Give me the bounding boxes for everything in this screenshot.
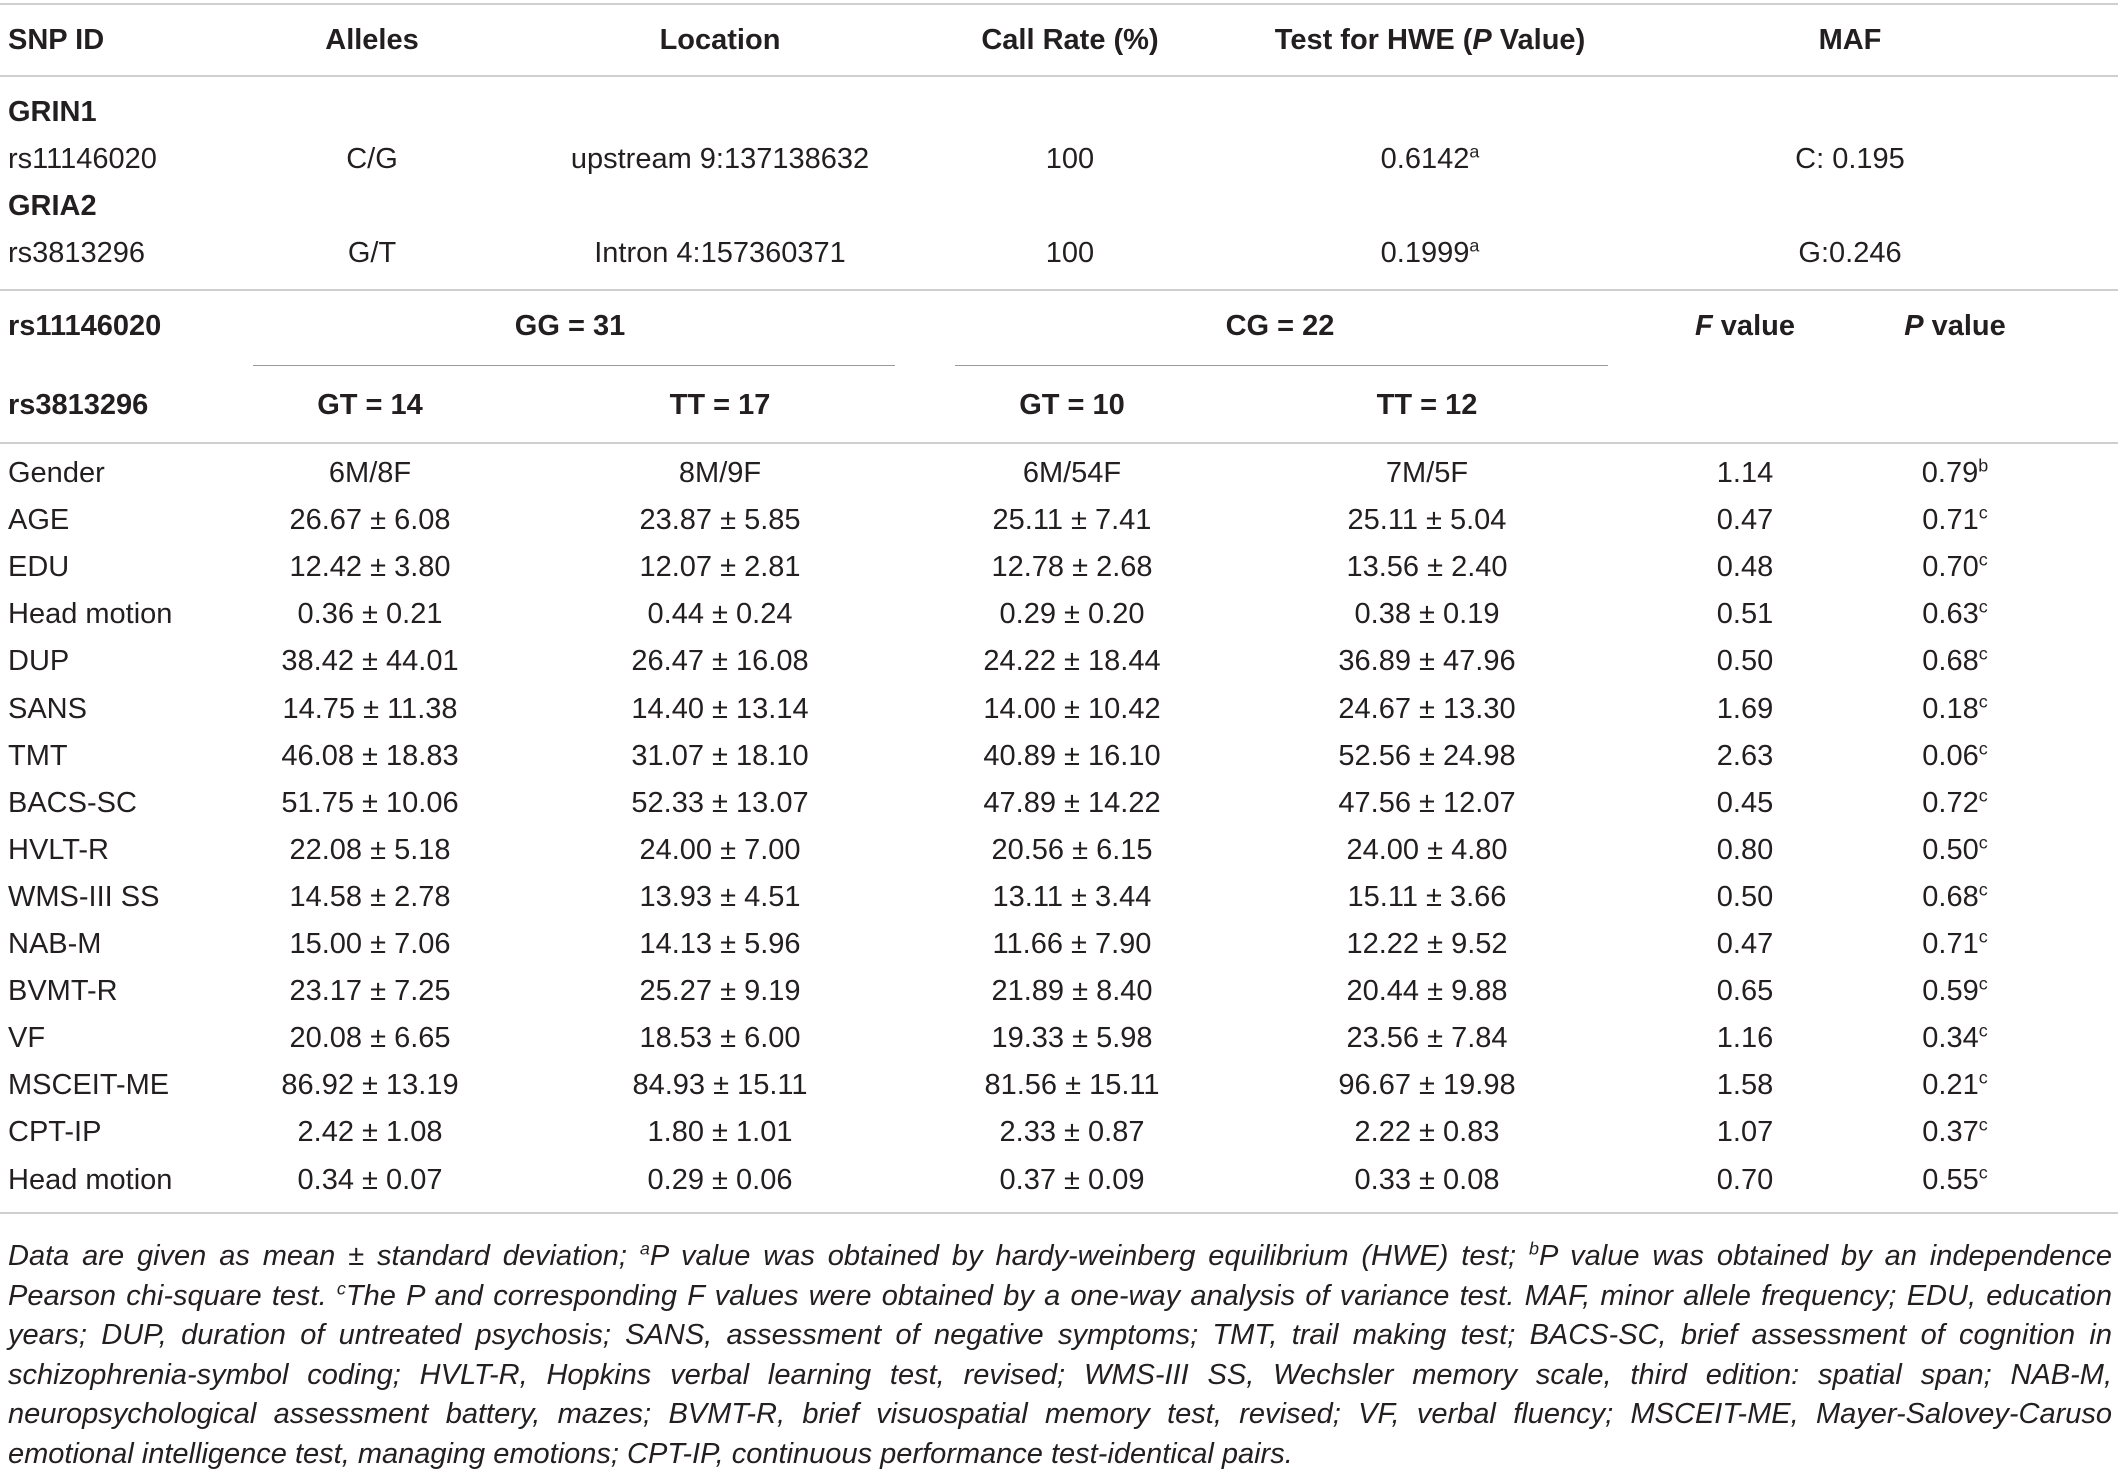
p-value-cell: 0.21$^c$	[1922, 1067, 1988, 1102]
p-value-cell: 0.34$^c$	[1922, 1020, 1988, 1055]
gt10-cell: 40.89 ± 16.10	[983, 739, 1161, 772]
tt12-cell: 23.56 ± 7.84	[1346, 1022, 1508, 1055]
top-rule	[0, 3, 2118, 5]
row-label: DUP	[8, 645, 70, 678]
mid-rule	[0, 289, 2118, 291]
header-gt-10: GT = 10	[1019, 389, 1125, 421]
tt12-cell: 36.89 ± 47.96	[1338, 645, 1516, 678]
table-row	[0, 827, 2118, 874]
header-location: Location	[659, 24, 781, 56]
row-label: EDU	[8, 551, 70, 584]
gt14-cell: 26.67 ± 6.08	[289, 504, 451, 537]
gene-row-gria2	[0, 183, 2118, 230]
gt10-cell: 21.89 ± 8.40	[991, 975, 1153, 1008]
table-footnote: Data are given as mean ± standard deviation; $^a$P value was obtained by hardy-weinberg equilibrium (HWE) test; $^b$P value was obtained by an independence Pearson chi-square test. $^c$The P and corresponding F values were obtained by a one-way analysis of variance test. MAF, minor allele frequency; EDU, education years; DUP, duration of untreated psychosis; SANS, assessment of negative symptoms; TMT, trail making test; BACS-SC, brief assessment of cognition in schizophrenia-symbol coding; HVLT-R, Hopkins verbal learning test, revised; WMS-III SS, Wechsler memory scale, third edition: spatial span; NAB-M, neuropsychological assessment battery, mazes; BVMT-R, brief visuospatial memory test, revised; VF, verbal fluency; MSCEIT-ME, Mayer-Salovey-Caruso emotional intelligence test, managing emotions; CPT-IP, continuous performance test-identical pairs.	[8, 1238, 2112, 1470]
gt10-cell: 20.56 ± 6.15	[991, 833, 1153, 866]
f-value-cell: 0.70	[1716, 1163, 1774, 1196]
row-label: BVMT-R	[8, 975, 118, 1008]
gt10-cell: 19.33 ± 5.98	[991, 1022, 1153, 1055]
f-value-cell: 0.45	[1716, 786, 1774, 819]
gg-group-rule	[253, 365, 895, 366]
location-cell: upstream 9:137138632	[570, 143, 870, 175]
alleles-cell: G/T	[347, 237, 397, 269]
tt12-cell: 12.22 ± 9.52	[1346, 928, 1508, 960]
tt12-cell: 2.22 ± 0.83	[1354, 1116, 1500, 1149]
row-label: TMT	[8, 739, 68, 772]
f-value-cell: 0.51	[1716, 598, 1774, 631]
gt14-cell: 38.42 ± 44.01	[281, 645, 459, 678]
p-value-cell: 0.50$^c$	[1922, 832, 1988, 866]
gt14-cell: 86.92 ± 13.19	[281, 1069, 459, 1102]
bottom-header-row-2	[0, 382, 2118, 429]
f-value-cell: 1.58	[1716, 1069, 1774, 1102]
p-value-cell: 0.63$^c$	[1922, 596, 1988, 631]
header-f-value: F value	[1695, 310, 1795, 342]
gene-label: GRIA2	[8, 190, 97, 222]
table-row	[0, 591, 2118, 638]
snp-cell: rs11146020	[8, 143, 157, 175]
p-value-cell: 0.55$^c$	[1922, 1161, 1988, 1196]
tt17-cell: 23.87 ± 5.85	[639, 504, 801, 537]
gt14-cell: 20.08 ± 6.65	[289, 1022, 451, 1055]
row-label: WMS-III SS	[8, 880, 160, 913]
table-row	[0, 733, 2118, 780]
table-row	[0, 686, 2118, 733]
p-value-cell: 0.71$^c$	[1922, 502, 1988, 537]
gt10-cell: 0.29 ± 0.20	[999, 598, 1145, 631]
p-value-cell: 0.72$^c$	[1922, 785, 1988, 819]
row-label: CPT-IP	[8, 1116, 102, 1149]
f-value-cell: 1.16	[1716, 1022, 1774, 1055]
p-value-cell: 0.68$^c$	[1922, 879, 1988, 913]
gene-row-grin1	[0, 89, 2118, 136]
gt14-cell: 2.42 ± 1.08	[297, 1116, 443, 1149]
tt12-cell: 13.56 ± 2.40	[1346, 551, 1508, 584]
gt14-cell: 51.75 ± 10.06	[281, 786, 459, 819]
row-label: Gender	[8, 457, 105, 489]
row-label: Head motion	[8, 1163, 173, 1196]
tt12-cell: 24.67 ± 13.30	[1338, 692, 1516, 725]
table-row	[0, 230, 2118, 277]
gt14-cell: 0.36 ± 0.21	[297, 598, 443, 631]
maf-cell: G:0.246	[1798, 237, 1902, 269]
row-label: VF	[8, 1022, 46, 1055]
tt17-cell: 13.93 ± 4.51	[639, 880, 801, 913]
tt17-cell: 26.47 ± 16.08	[631, 645, 809, 678]
f-value-cell: 0.47	[1716, 504, 1774, 537]
tt12-cell: 25.11 ± 5.04	[1347, 504, 1507, 537]
p-value-cell: 0.68$^c$	[1922, 643, 1988, 678]
tt17-cell: 0.29 ± 0.06	[647, 1163, 793, 1196]
alleles-cell: C/G	[346, 143, 398, 175]
table-row	[0, 1157, 2118, 1204]
gt10-cell: 13.11 ± 3.44	[992, 880, 1152, 913]
f-value-cell: 1.69	[1716, 692, 1774, 725]
table-row	[0, 780, 2118, 827]
tt17-cell: 0.44 ± 0.24	[647, 598, 793, 631]
tt17-cell: 24.00 ± 7.00	[639, 833, 801, 866]
table-row	[0, 544, 2118, 591]
gt14-cell: 12.42 ± 3.80	[289, 551, 451, 584]
header-p-value: P value	[1904, 310, 2006, 342]
p-value-cell: 0.37$^c$	[1922, 1114, 1988, 1149]
tt17-cell: 31.07 ± 18.10	[631, 739, 809, 772]
gt14-cell: 0.34 ± 0.07	[297, 1163, 443, 1196]
gt14-cell: 22.08 ± 5.18	[289, 833, 451, 866]
tt17-cell: 14.13 ± 5.96	[639, 928, 801, 960]
header-snp-id: SNP ID	[8, 24, 105, 56]
table-row	[0, 1015, 2118, 1062]
row-label: SANS	[8, 692, 87, 725]
bottom-header-row-1	[0, 303, 2118, 350]
table-row	[0, 638, 2118, 685]
f-value-cell: 0.48	[1716, 551, 1774, 584]
gt10-cell: 0.37 ± 0.09	[999, 1163, 1145, 1196]
tt17-cell: 14.40 ± 13.14	[631, 692, 809, 725]
bottom-header-rule	[0, 442, 2118, 444]
gt10-cell: 47.89 ± 14.22	[983, 786, 1161, 819]
gt10-cell: 11.66 ± 7.90	[992, 928, 1152, 960]
f-value-cell: 0.47	[1716, 928, 1774, 960]
f-value-cell: 1.14	[1716, 457, 1774, 489]
gt14-cell: 46.08 ± 18.83	[281, 739, 459, 772]
tt12-cell: 20.44 ± 9.88	[1346, 975, 1508, 1008]
row-label: BACS-SC	[8, 786, 137, 819]
snp-cell: rs3813296	[8, 237, 146, 269]
cg-group-rule	[955, 365, 1608, 366]
header-hwe: Test for HWE (P Value)	[1274, 24, 1586, 56]
table-row	[0, 1062, 2118, 1109]
top-header-row	[0, 17, 2118, 64]
table-row	[0, 1109, 2118, 1156]
tt17-cell: 25.27 ± 9.19	[639, 975, 801, 1008]
f-value-cell: 0.65	[1716, 975, 1774, 1008]
table-row	[0, 136, 2118, 183]
gt14-cell: 6M/8F	[328, 457, 412, 489]
header-tt-17: TT = 17	[669, 389, 771, 421]
header-call-rate: Call Rate (%)	[981, 24, 1159, 56]
call-rate-cell: 100	[1045, 143, 1095, 175]
table-row	[0, 450, 2118, 497]
tt12-cell: 52.56 ± 24.98	[1338, 739, 1516, 772]
header-alleles: Alleles	[325, 24, 419, 56]
table-row	[0, 921, 2118, 968]
row-label: NAB-M	[8, 928, 102, 960]
tt12-cell: 0.33 ± 0.08	[1354, 1163, 1500, 1196]
row-label: MSCEIT-ME	[8, 1069, 170, 1102]
tt17-cell: 52.33 ± 13.07	[631, 786, 809, 819]
tt12-cell: 47.56 ± 12.07	[1338, 786, 1516, 819]
call-rate-cell: 100	[1045, 237, 1095, 269]
f-value-cell: 0.50	[1716, 880, 1774, 913]
tt12-cell: 0.38 ± 0.19	[1354, 598, 1500, 631]
tt17-cell: 8M/9F	[678, 457, 762, 489]
gt10-cell: 2.33 ± 0.87	[999, 1116, 1145, 1149]
p-value-cell: 0.79$^b$	[1921, 455, 1989, 489]
row-label: HVLT-R	[8, 833, 109, 866]
header-tt-12: TT = 12	[1376, 389, 1478, 421]
tt12-cell: 24.00 ± 4.80	[1346, 833, 1508, 866]
gt14-cell: 14.75 ± 11.38	[282, 692, 458, 725]
row-label: Head motion	[8, 598, 173, 631]
gt10-cell: 81.56 ± 15.11	[984, 1069, 1160, 1102]
top-header-rule	[0, 75, 2118, 77]
table-row	[0, 874, 2118, 921]
header-snp-rs11146020: rs11146020	[8, 310, 162, 342]
tt17-cell: 12.07 ± 2.81	[639, 551, 801, 584]
p-value-cell: 0.71$^c$	[1922, 926, 1988, 960]
header-maf: MAF	[1818, 24, 1882, 56]
tt12-cell: 7M/5F	[1385, 457, 1469, 489]
p-value-cell: 0.18$^c$	[1922, 690, 1988, 725]
table-row	[0, 497, 2118, 544]
gt14-cell: 14.58 ± 2.78	[289, 880, 451, 913]
tt17-cell: 1.80 ± 1.01	[647, 1116, 793, 1149]
gt10-cell: 12.78 ± 2.68	[991, 551, 1153, 584]
tt17-cell: 18.53 ± 6.00	[639, 1022, 801, 1055]
header-gg-group: GG = 31	[514, 310, 626, 342]
gt10-cell: 14.00 ± 10.42	[983, 692, 1161, 725]
table-row	[0, 968, 2118, 1015]
f-value-cell: 1.07	[1716, 1116, 1774, 1149]
p-value-cell: 0.06$^c$	[1922, 737, 1988, 772]
maf-cell: C: 0.195	[1795, 143, 1905, 175]
gt10-cell: 25.11 ± 7.41	[992, 504, 1152, 537]
header-gt-14: GT = 14	[317, 389, 423, 421]
f-value-cell: 0.50	[1716, 645, 1774, 678]
location-cell: Intron 4:157360371	[594, 237, 846, 269]
tt17-cell: 84.93 ± 15.11	[632, 1069, 808, 1102]
hwe-cell: 0.6142$^a$	[1380, 141, 1480, 175]
tt12-cell: 15.11 ± 3.66	[1347, 880, 1507, 913]
hwe-cell: 0.1999$^a$	[1380, 235, 1480, 269]
p-value-cell: 0.59$^c$	[1922, 973, 1988, 1008]
gene-label: GRIN1	[8, 96, 97, 128]
header-snp-rs3813296: rs3813296	[8, 389, 149, 421]
gt10-cell: 6M/54F	[1022, 457, 1122, 489]
tt12-cell: 96.67 ± 19.98	[1338, 1069, 1516, 1102]
row-label: AGE	[8, 504, 70, 537]
f-value-cell: 2.63	[1716, 739, 1774, 772]
header-cg-group: CG = 22	[1225, 310, 1335, 342]
bottom-rule	[0, 1212, 2118, 1214]
gt14-cell: 15.00 ± 7.06	[289, 928, 451, 960]
gt10-cell: 24.22 ± 18.44	[983, 645, 1161, 678]
p-value-cell: 0.70$^c$	[1922, 549, 1988, 584]
f-value-cell: 0.80	[1716, 833, 1774, 866]
gt14-cell: 23.17 ± 7.25	[289, 975, 451, 1008]
